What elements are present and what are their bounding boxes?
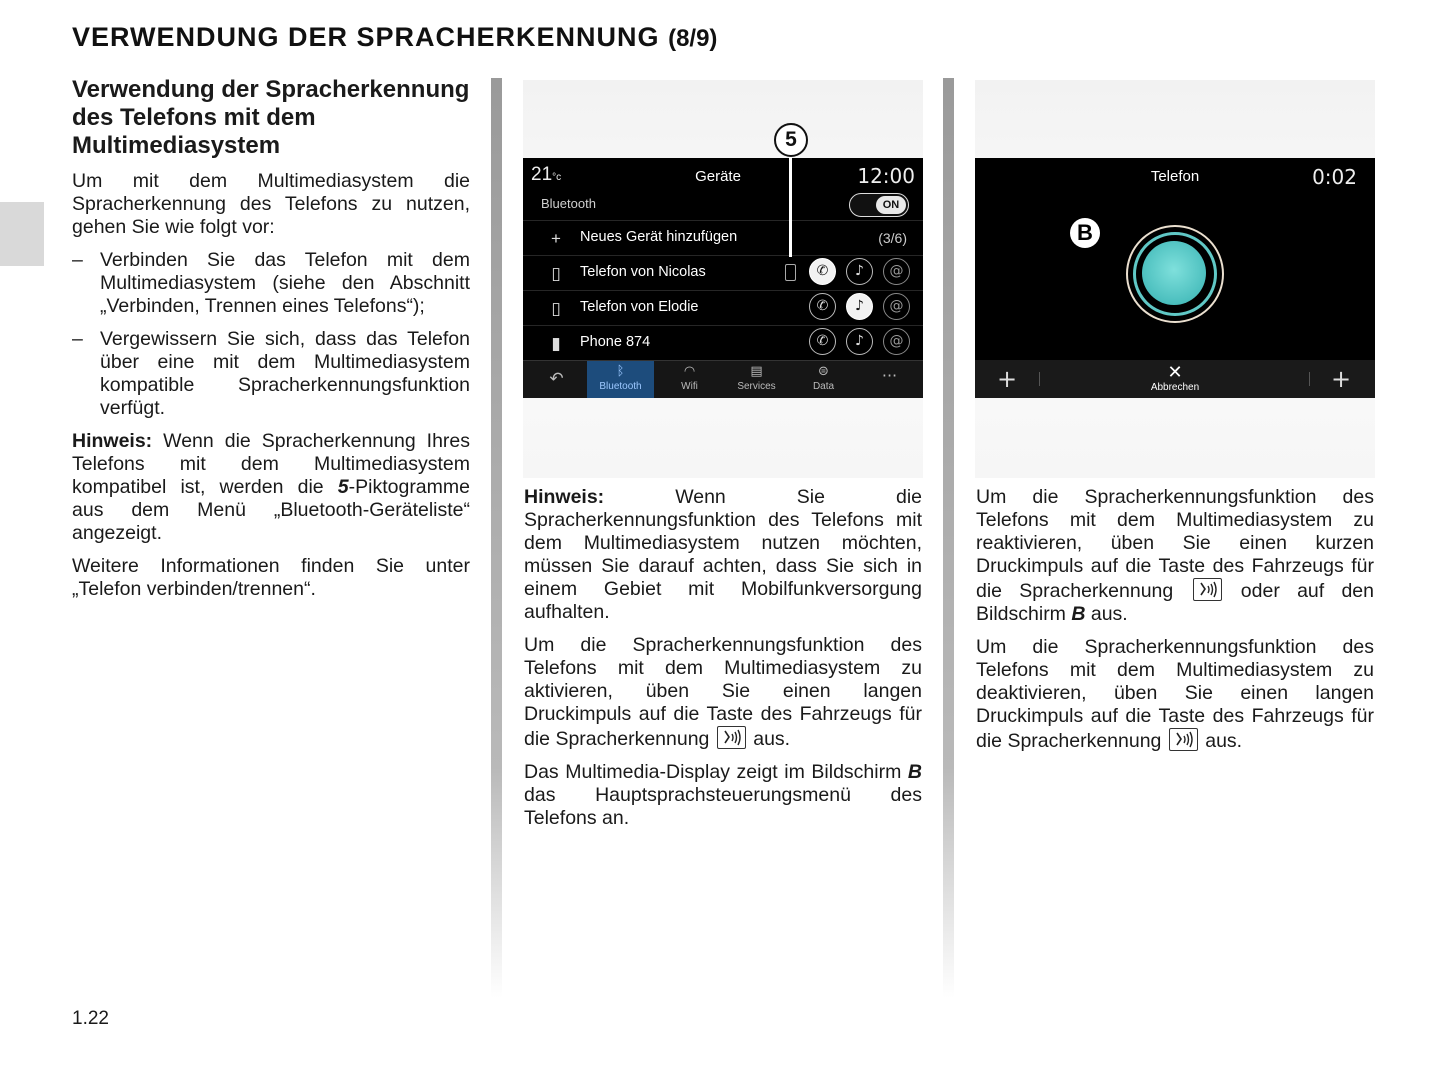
voice-recognition-icon[interactable] — [1142, 241, 1206, 305]
page-title — [72, 22, 717, 53]
add-left-button[interactable]: + — [997, 365, 1018, 393]
bluetooth-icon: ᛒ — [616, 364, 625, 379]
tab-wifi-label: Wifi — [681, 381, 698, 392]
deactivate-text: Um die Spracherkennungsfunktion des Telefons mit dem Multimediasystem zu deaktivieren, üben Sie einen langen Druckimpuls auf die Taste des Fahrzeugs für die Spracherkennung — [976, 636, 1374, 752]
clock: 12:00 — [857, 164, 915, 188]
note-paragraph — [524, 486, 922, 624]
add-device-row[interactable] — [523, 220, 923, 255]
reactivate-screen-ref: B — [1071, 603, 1086, 625]
separator — [1039, 372, 1040, 386]
close-icon: ✕ — [1167, 362, 1183, 382]
tab-bluetooth[interactable] — [587, 361, 654, 398]
call-timer: 0:02 — [1312, 165, 1357, 189]
data-function-icon[interactable]: @ — [883, 258, 910, 285]
note-paragraph — [72, 430, 470, 545]
device-row[interactable] — [523, 290, 923, 325]
page-title-text: VERWENDUNG DER SPRACHERKENNUNG — [72, 22, 660, 52]
devices-screen — [523, 158, 923, 398]
phone-icon: ▯ — [551, 264, 561, 283]
device-row[interactable] — [523, 255, 923, 290]
column-middle — [524, 486, 922, 840]
phone-icon: ▯ — [551, 299, 561, 318]
callout-b: B — [1070, 218, 1100, 248]
music-function-icon[interactable]: ♪ — [846, 258, 873, 285]
section-heading: Verwendung der Spracherkennung des Telefons mit dem Multimediasystem — [72, 76, 470, 159]
more-dots-icon: ··· — [881, 366, 898, 385]
voice-call-screen — [975, 158, 1375, 398]
callout-5: 5 — [774, 123, 808, 157]
music-function-icon[interactable]: ♪ — [846, 328, 873, 355]
activate-paragraph — [524, 634, 922, 751]
device-name: Telefon von Nicolas — [580, 264, 706, 280]
chapter-tab-marker — [0, 202, 44, 266]
voice-recognition-phone-icon — [785, 264, 796, 281]
call-bottom-bar — [975, 360, 1375, 398]
instruction-item-check: – Vergewissern Sie sich, dass das Telefon über eine mit dem Multimediasystem kompatible Spracherkennungsfunktion verfügt. — [72, 328, 470, 420]
page-number: 1.22 — [72, 1008, 109, 1029]
tab-services-label: Services — [737, 381, 776, 392]
tab-data-label: Data — [812, 381, 835, 392]
column-right — [976, 486, 1374, 763]
services-icon: ▤ — [750, 364, 763, 379]
back-arrow-icon: ↶ — [549, 369, 564, 389]
add-device-label: Neues Gerät hinzufügen — [580, 229, 738, 245]
deactivate-paragraph — [976, 636, 1374, 753]
more-options-button[interactable] — [856, 361, 923, 398]
tab-wifi[interactable] — [656, 361, 723, 398]
reactivate-text: Um die Spracherkennungsfunktion des Telefons mit dem Multimediasystem zu reaktivieren, üben Sie einen kurzen Druckimpuls auf die Taste des Fahrzeugs für die Spracherkennung — [976, 486, 1374, 602]
activate-text: Um die Spracherkennungsfunktion des Telefons mit dem Multimediasystem zu aktivieren, üben Sie einen langen Druckimpuls auf die Taste des Fahrzeugs für die Spracherkennung — [524, 634, 922, 750]
column-left — [72, 76, 470, 611]
reactivate-text-end: aus. — [1085, 603, 1128, 625]
display-screen-ref: B — [907, 761, 922, 783]
note-text-b: -Piktogramme aus dem Menü „Bluetooth-Geräteliste“ angezeigt. — [72, 476, 470, 544]
music-function-icon[interactable]: ♪ — [846, 293, 873, 320]
bluetooth-label: Bluetooth — [541, 196, 596, 211]
voice-key-icon — [717, 726, 746, 749]
data-function-icon[interactable]: @ — [883, 328, 910, 355]
cancel-label: Abbrechen — [1150, 382, 1200, 393]
cancel-button[interactable] — [1125, 362, 1225, 393]
back-button[interactable] — [523, 361, 590, 398]
voice-key-icon — [1193, 578, 1222, 601]
callout-5-line — [789, 157, 792, 257]
note-text: Wenn Sie die Spracherkennungsfunktion des Telefons mit dem Multimediasystem nutzen möchten, müssen Sie darauf achten, dass Sie sich in einem Gebiet mit Mobilfunkversorgung aufhalten. — [524, 486, 922, 623]
display-text-end: das Hauptsprachsteuerungsmenü des Telefons an. — [524, 784, 922, 829]
device-count: (3/6) — [878, 230, 907, 246]
data-function-icon[interactable]: @ — [883, 293, 910, 320]
note-text-a: Wenn die Spracherkennung Ihres Telefons mit dem Multimediasystem kompatibel ist, werden die — [72, 430, 470, 498]
call-function-icon[interactable]: ✆ — [809, 328, 836, 355]
intro-paragraph: Um mit dem Multimediasystem die Spracherkennung des Telefons zu nutzen, gehen Sie wie folgt vor: — [72, 170, 470, 238]
plus-icon: + — [551, 229, 561, 248]
voice-key-icon — [1169, 728, 1198, 751]
device-name: Phone 874 — [580, 334, 651, 350]
note-label: Hinweis: — [72, 430, 153, 452]
instruction-item-connect: – Verbinden Sie das Telefon mit dem Multimediasystem (siehe den Abschnitt „Verbinden, Trennen eines Telefons“); — [72, 249, 470, 318]
call-function-icon[interactable]: ✆ — [809, 293, 836, 320]
temperature-value: 21 — [531, 164, 553, 185]
tab-services[interactable] — [723, 361, 790, 398]
note-label: Hinweis: — [524, 486, 605, 508]
deactivate-text-end: aus. — [1199, 730, 1243, 752]
temperature-unit: °c — [552, 172, 562, 183]
column-divider-2 — [943, 78, 954, 998]
display-text: Das Multimedia-Display zeigt im Bildschirm — [524, 761, 908, 783]
screen-title: Telefon — [1150, 168, 1200, 185]
bottom-nav-bar — [523, 360, 923, 398]
screen-title: Geräte — [695, 168, 741, 185]
more-info-paragraph: Weitere Informationen finden Sie unter „Telefon verbinden/trennen“. — [72, 555, 470, 600]
device-row[interactable] — [523, 325, 923, 360]
phone-icon: ▮ — [551, 334, 561, 353]
reactivate-text-mid: oder auf den Bildschirm — [976, 580, 1374, 625]
display-paragraph — [524, 761, 922, 830]
separator — [1309, 372, 1310, 386]
tab-data[interactable] — [790, 361, 857, 398]
instruction-list — [72, 249, 470, 420]
wifi-icon: ◠ — [683, 364, 696, 379]
toggle-on-label: ON — [876, 196, 906, 214]
bluetooth-toggle[interactable] — [849, 193, 909, 217]
reactivate-paragraph — [976, 486, 1374, 626]
column-divider-1 — [491, 78, 502, 998]
page-title-part: (8/9) — [668, 25, 718, 52]
tab-bluetooth-label: Bluetooth — [599, 381, 642, 392]
data-icon: ⊜ — [818, 364, 829, 379]
note-callout-ref: 5 — [337, 476, 349, 498]
add-right-button[interactable]: + — [1331, 365, 1352, 393]
call-function-icon[interactable]: ✆ — [809, 258, 836, 285]
activate-text-end: aus. — [747, 728, 791, 750]
device-name: Telefon von Elodie — [580, 299, 699, 315]
